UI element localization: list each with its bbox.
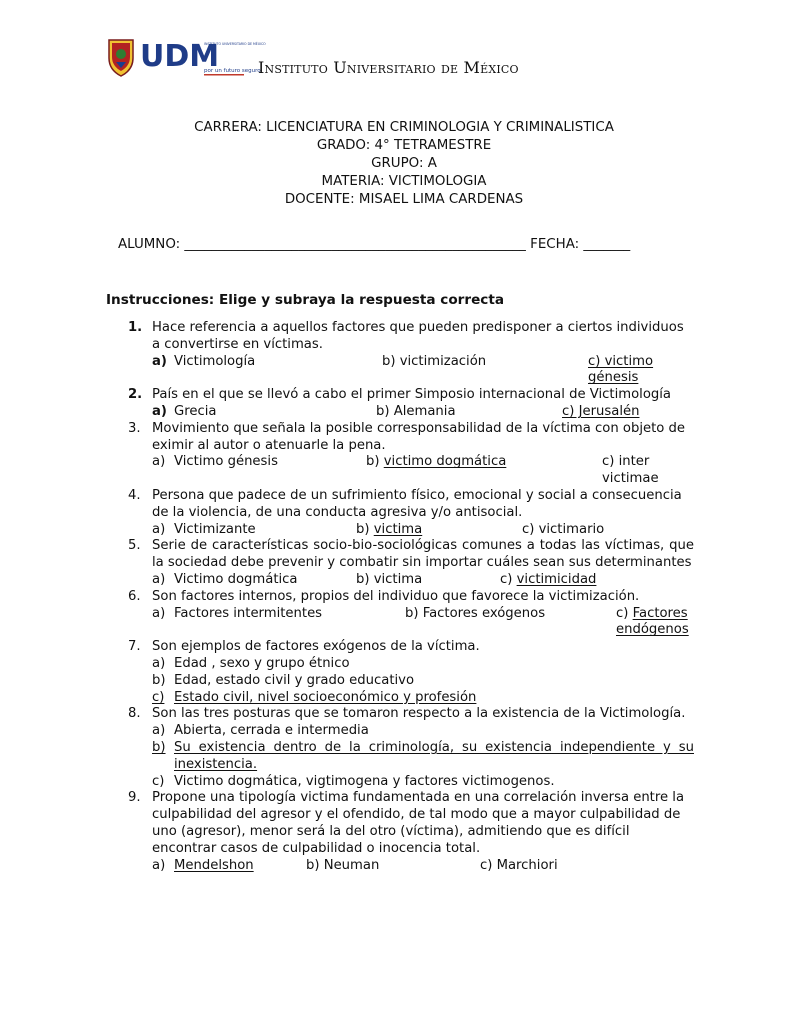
options-row [152, 404, 694, 421]
question-text: Persona que padece de un sufrimiento físico, emocional y social a consecuencia de la violencia, de una conducta agresiva y/o antisocial. [152, 487, 682, 520]
option-a[interactable]: a) Factores intermitentes [152, 605, 323, 621]
option-b[interactable]: b) Alemania [376, 403, 456, 419]
option-c[interactable]: c) Factores endógenos [616, 605, 689, 638]
option-a[interactable]: a) Edad , sexo y grupo étnico [152, 655, 350, 671]
option-a[interactable]: a) Grecia [152, 403, 217, 419]
course-info [0, 119, 808, 209]
option-b[interactable]: b) victima [356, 521, 423, 537]
options-row [152, 522, 694, 539]
option-c[interactable]: c) inter victimae [602, 454, 659, 487]
option-b[interactable]: b) victima [356, 571, 423, 587]
question-7 [108, 639, 694, 706]
option-a[interactable]: a) Victimología [152, 353, 256, 369]
question-number: 2. [128, 387, 143, 403]
options-row [152, 454, 694, 488]
option-c[interactable]: c) victimario [522, 521, 605, 537]
question-number: 3. [128, 420, 141, 436]
question-text: País en el que se llevó a cabo el primer Simposio internacional de Victimología [152, 387, 671, 403]
option-a[interactable]: a) Mendelshon [152, 857, 254, 873]
question-text: Son ejemplos de factores exógenos de la víctima. [152, 639, 480, 655]
question-5 [108, 538, 694, 588]
option-c[interactable]: c) Marchiori [480, 857, 558, 873]
option-b[interactable]: b) victimización [382, 353, 487, 369]
question-number: 4. [128, 487, 141, 503]
option-c[interactable]: c) Jerusalén [562, 403, 640, 419]
option-b[interactable]: b) Factores exógenos [405, 605, 546, 621]
question-number: 6. [128, 588, 141, 604]
option-a[interactable]: a) Victimo dogmática [152, 571, 298, 587]
option-a[interactable]: a) Abierta, cerrada e intermedia [152, 723, 369, 739]
student-name-date-line: ALUMNO: ___________________________________________________ FECHA: _______ [118, 237, 631, 252]
question-number: 7. [128, 639, 141, 655]
carrera-line: CARRERA: LICENCIATURA EN CRIMINOLOGIA Y CRIMINALISTICA [194, 120, 614, 135]
options-row [152, 606, 694, 640]
question-4 [108, 488, 694, 538]
question-2 [108, 387, 694, 421]
logo-tagline: por un futuro seguro [204, 68, 261, 74]
option-c[interactable]: c) Estado civil, nivel socioeconómico y profesión [152, 689, 477, 705]
logo-small-text: INSTITUTO UNIVERSITARIO DE MÉXICO [204, 42, 266, 46]
question-3 [108, 421, 694, 488]
option-b[interactable]: b) Su existencia dentro de la criminología, su existencia independiente y su inexistencia. [152, 739, 694, 772]
question-text: Movimiento que señala la posible corresponsabilidad de la víctima con objeto de eximir al autor o atenuarle la pena. [152, 420, 686, 453]
question-6 [108, 589, 694, 639]
question-8 [108, 706, 694, 790]
question-number: 8. [128, 706, 141, 722]
institution-title: Instituto Universitario de México [258, 58, 519, 77]
question-9 [108, 790, 694, 874]
grado-line: GRADO: 4° TETRAMESTRE [316, 138, 492, 153]
question-number: 1. [128, 320, 143, 335]
shield-icon [109, 40, 133, 76]
udm-logo [106, 36, 266, 78]
question-text: Hace referencia a aquellos factores que pueden predisponer a ciertos individuos a convertirse en víctimas. [152, 320, 684, 352]
question-text: Propone una tipología victima fundamentada en una correlación inversa entre la culpabilidad del agresor y el ofendido, de tal modo que a mayor culpabilidad de uno (agresor), menor será la del otro (víctima), admitiendo que es difícil encontrar casos de culpabilidad o inocencia total. [152, 790, 685, 856]
materia-line: MATERIA: VICTIMOLOGIA [321, 174, 487, 189]
option-c[interactable]: c) victimicidad [500, 571, 597, 587]
option-b[interactable]: b) Edad, estado civil y grado educativo [152, 672, 415, 688]
logo-wordmark: UDM [140, 39, 220, 74]
options-row [152, 354, 694, 388]
question-1 [108, 320, 694, 387]
option-a[interactable]: a) Victimizante [152, 521, 256, 537]
option-c[interactable]: c) victimo génesis [588, 353, 654, 386]
question-text: Son factores internos, propios del individuo que favorece la victimización. [152, 588, 640, 604]
option-b[interactable]: b) victimo dogmática [366, 454, 507, 470]
question-list [108, 320, 694, 874]
question-text: Son las tres posturas que se tomaron respecto a la existencia de la Victimología. [152, 706, 686, 722]
instructions-heading: Instrucciones: Elige y subraya la respuesta correcta [106, 292, 505, 308]
option-b[interactable]: b) Neuman [306, 857, 380, 873]
option-c[interactable]: c) Victimo dogmática, vigtimogena y factores victimogenos. [152, 773, 555, 789]
question-text: Serie de características socio-bio-sociológicas comunes a todas las víctimas, que la sociedad debe prevenir y combatir sin importar cuáles sean sus determinantes [152, 538, 694, 571]
grupo-line: GRUPO: A [371, 156, 437, 171]
option-a[interactable]: a) Victimo génesis [152, 454, 278, 470]
docente-line: DOCENTE: MISAEL LIMA CARDENAS [284, 192, 524, 207]
question-number: 5. [128, 538, 141, 554]
options-row [152, 858, 694, 875]
question-number: 9. [128, 790, 141, 806]
options-row [152, 572, 694, 589]
